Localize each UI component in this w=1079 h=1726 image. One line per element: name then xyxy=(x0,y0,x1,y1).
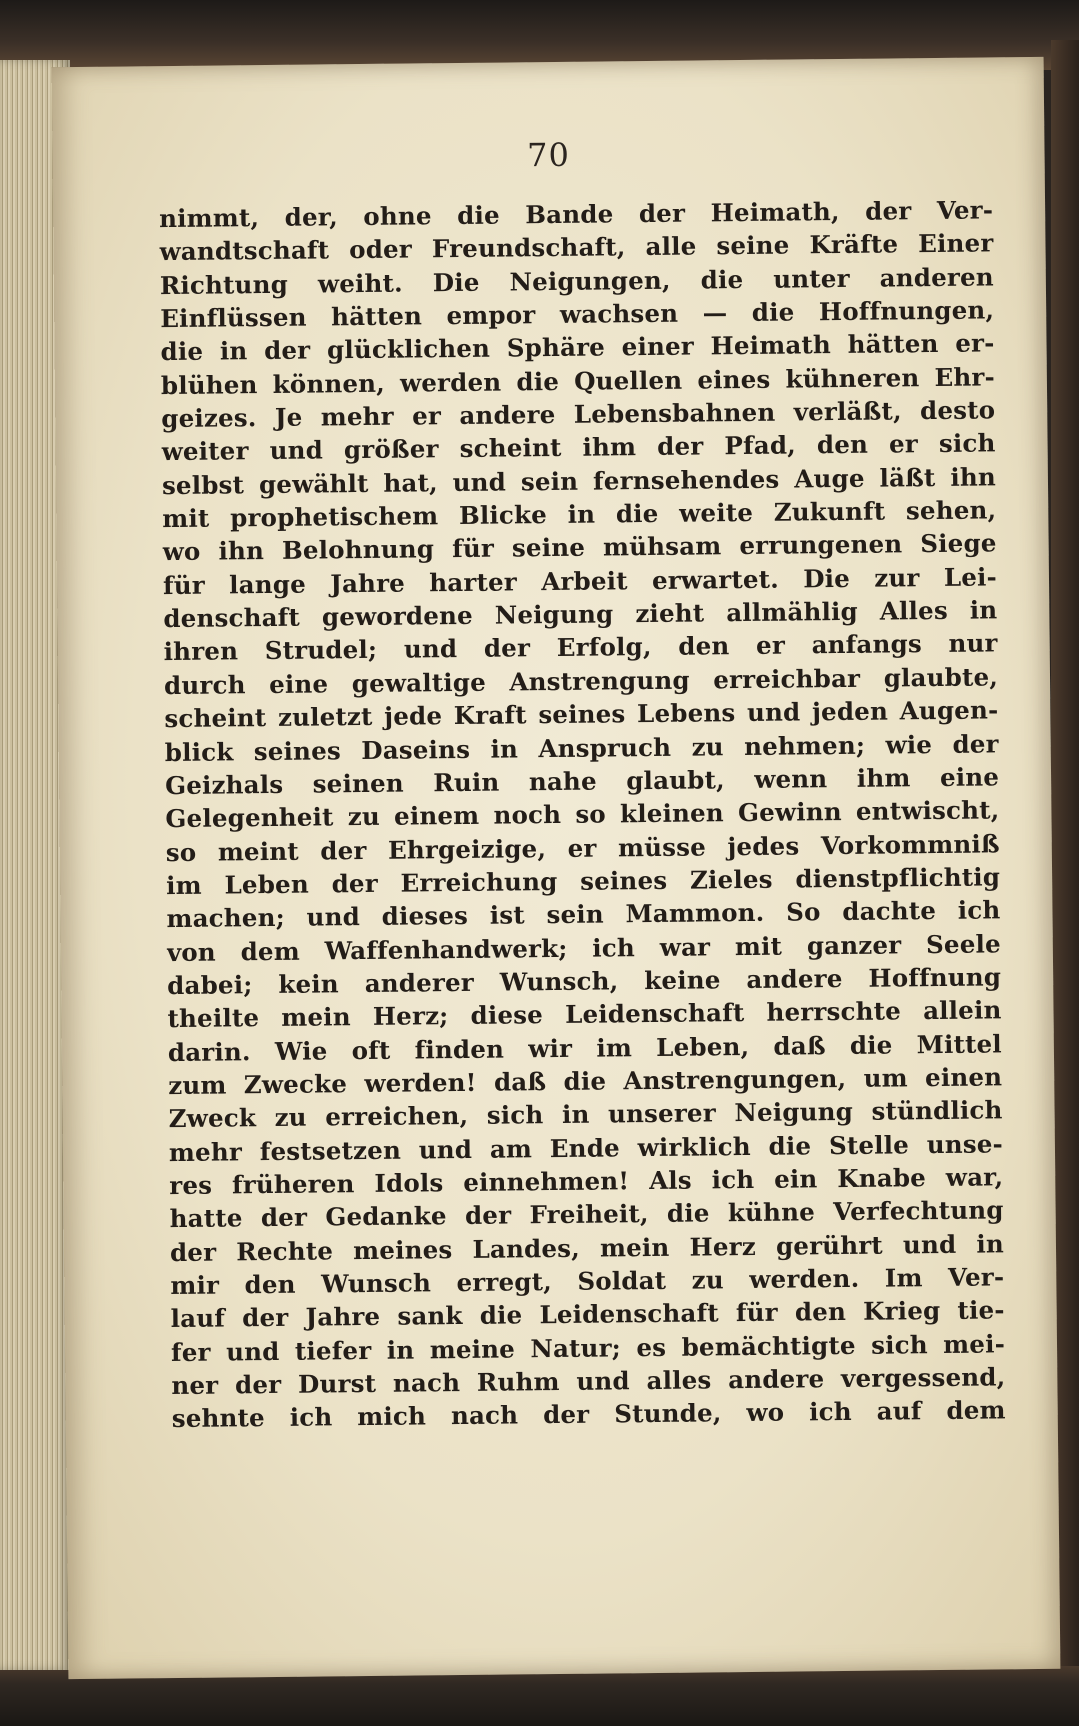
text-line: Geizhals seinen Ruin nahe glaubt, wenn ihm eine xyxy=(164,762,1000,800)
text-line: denschaft gewordene Neigung zieht allmählig Alles in xyxy=(163,595,998,634)
text-line: sehnte ich mich nach der Stunde, wo ich auf dem xyxy=(171,1395,1006,1434)
text-line: scheint zuletzt jede Kraft seines Lebens und jeden Augen- xyxy=(164,695,999,734)
text-line: nimmt, der, ohne die Bande der Heimath, der Ver- xyxy=(159,195,994,234)
page-number: 70 xyxy=(526,135,571,175)
text-line: zum Zwecke werden! daß die Anstrengungen, um einen xyxy=(168,1062,1003,1101)
text-line: Zweck zu erreichen, sich in unserer Neigung stündlich xyxy=(168,1095,1003,1134)
text-line: von dem Waffenhandwerk; ich war mit ganzer Seele xyxy=(166,928,1001,967)
text-line: durch eine gewaltige Anstrengung erreichbar glaubte, xyxy=(163,662,999,700)
text-line: mehr festsetzen und am Ende wirklich die Stelle unse- xyxy=(168,1128,1004,1167)
text-line: für lange Jahre harter Arbeit erwartet. Die zur Lei- xyxy=(162,562,998,600)
text-line: mir den Wunsch erregt, Soldat zu werden. Im Ver- xyxy=(170,1262,1005,1301)
text-line: selbst gewählt hat, und sein fernsehendes Auge läßt ihn xyxy=(161,462,997,500)
text-line: theilte mein Herz; diese Leidenschaft herrschte allein xyxy=(167,995,1002,1034)
text-line: darin. Wie oft finden wir im Leben, daß die Mittel xyxy=(167,1028,1003,1067)
text-line: ihren Strudel; und der Erfolg, den er anfangs nur xyxy=(163,628,998,667)
text-line: Richtung weiht. Die Neigungen, die unter anderen xyxy=(159,262,994,300)
text-line: blühen können, werden die Quellen eines kühneren Ehr- xyxy=(160,362,996,400)
text-line: geizes. Je mehr er andere Lebensbahnen verläßt, desto xyxy=(161,395,996,434)
body-text xyxy=(159,193,1006,1435)
text-line: Gelegenheit zu einem noch so kleinen Gewinn entwischt, xyxy=(165,795,1000,834)
text-line: weiter und größer scheint ihm der Pfad, den er sich xyxy=(161,428,996,467)
text-line: der Rechte meines Landes, mein Herz gerührt und in xyxy=(169,1228,1005,1267)
text-line: mit prophetischem Blicke in die weite Zukunft sehen, xyxy=(162,495,997,534)
text-line: res früheren Idols einnehmen! Als ich ein Knabe war, xyxy=(169,1162,1004,1201)
text-line: machen; und dieses ist sein Mammon. So dachte ich xyxy=(166,895,1001,934)
text-line: dabei; kein anderer Wunsch, keine andere Hoffnung xyxy=(167,962,1002,1000)
text-line: lauf der Jahre sank die Leidenschaft für den Krieg tie- xyxy=(170,1295,1005,1334)
text-line: ner der Durst nach Ruhm und alles andere vergessend, xyxy=(171,1362,1006,1401)
book-page xyxy=(52,57,1061,1679)
text-line: so meint der Ehrgeizige, er müsse jedes Vorkommniß xyxy=(165,828,1000,867)
text-line: hatte der Gedanke der Freiheit, die kühne Verfechtung xyxy=(169,1195,1004,1234)
text-line: wo ihn Belohnung für seine mühsam errungenen Siege xyxy=(162,528,997,567)
text-line: die in der glücklichen Sphäre einer Heimath hätten er- xyxy=(160,328,995,367)
text-line: Einflüssen hätten empor wachsen — die Hoffnungen, xyxy=(160,295,995,334)
text-line: im Leben der Erreichung seines Zieles dienstpflichtig xyxy=(166,862,1001,900)
text-line: blick seines Daseins in Anspruch zu nehmen; wie der xyxy=(164,728,999,767)
text-line: wandtschaft oder Freundschaft, alle seine Kräfte Einer xyxy=(159,228,994,267)
text-line: fer und tiefer in meine Natur; es bemächtigte sich mei- xyxy=(170,1329,1006,1367)
